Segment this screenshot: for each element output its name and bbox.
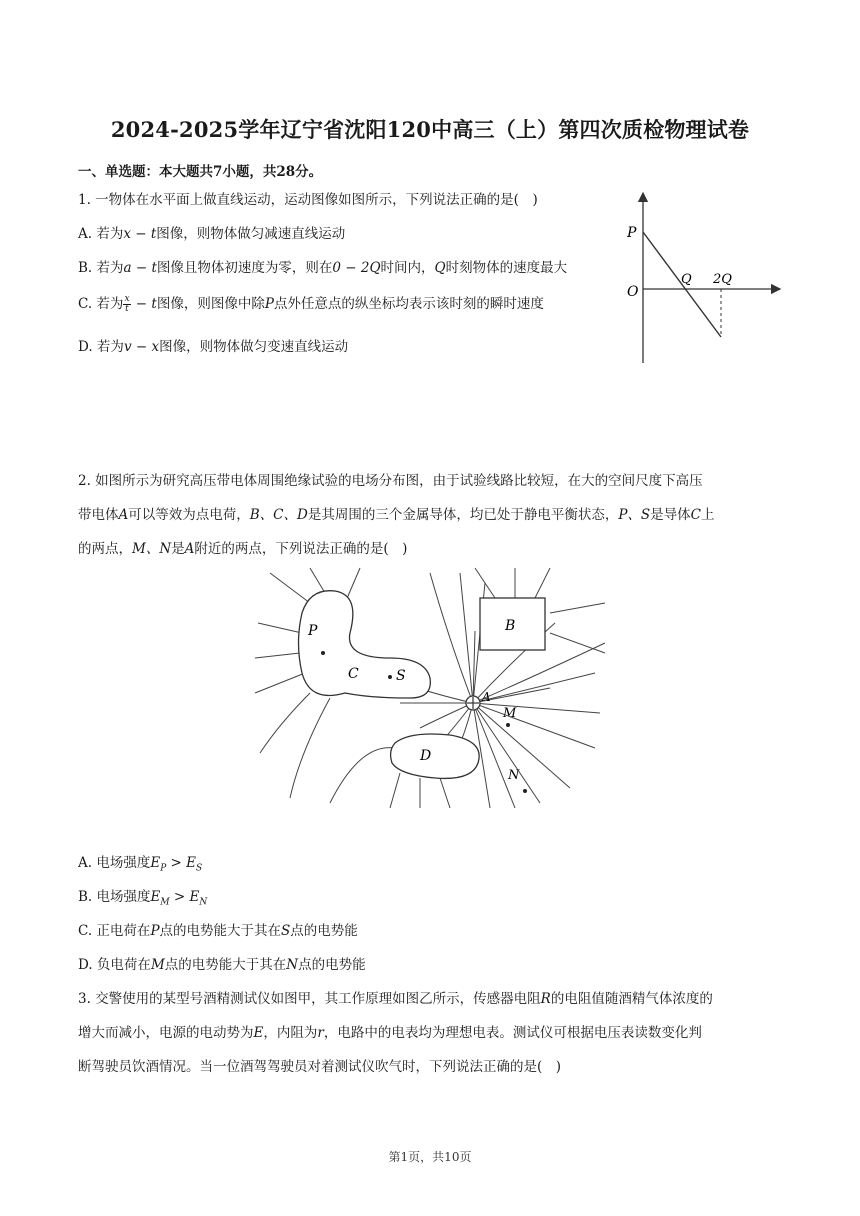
q1-option-b[interactable]: B. 若为a − t图像且物体初速度为零，则在0 − 2Q时间内，Q时刻物体的速度最大	[78, 260, 568, 276]
page-footer: 第1页，共10页	[388, 1150, 472, 1164]
label-2q: 2Q	[713, 272, 732, 287]
label-n: N	[508, 768, 520, 783]
q1-stem: 1. 一物体在水平面上做直线运动，运动图像如图所示，下列说法正确的是( )	[78, 192, 538, 208]
q2-option-b[interactable]: B. 电场强度$E_M > E_N$	[78, 889, 208, 908]
label-d: D	[420, 748, 432, 764]
q3-stem-line3: 断驾驶员饮酒情况。当一位酒驾驾驶员对着测试仪吹气时，下列说法正确的是( )	[78, 1059, 562, 1075]
point-s	[388, 675, 392, 679]
label-s: S	[396, 668, 406, 684]
fraction-x-over-t: $\frac{x}{t}$	[124, 294, 130, 314]
page-title: 2024-2025学年辽宁省沈阳120中高三（上）第四次质检物理试卷	[110, 117, 750, 142]
label-a: A	[482, 690, 491, 704]
q2-stem-line2: 带电体A可以等效为点电荷，B、C、D是其周围的三个金属导体，均已处于静电平衡状态，P、S是导体C上	[78, 507, 715, 523]
q2-field-diagram	[250, 563, 610, 808]
point-m	[506, 723, 510, 727]
label-o: O	[627, 284, 639, 300]
point-p	[321, 651, 325, 655]
q3-stem-line2: 增大而减小，电源的电动势为E，内阻为r，电路中的电表均为理想电表。测试仪可根据电压表读数变化判	[78, 1025, 702, 1041]
label-b: B	[505, 618, 516, 634]
q2-stem-line3: 的两点，M、N是A附近的两点，下列说法正确的是( )	[78, 541, 408, 557]
q1-option-a[interactable]: A. 若为x − t图像，则物体做匀减速直线运动	[78, 226, 346, 242]
label-m: M	[503, 706, 517, 721]
q2-option-c[interactable]: C. 正电荷在P点的电势能大于其在S点的电势能	[78, 923, 358, 939]
section-heading: 一、单选题：本大题共7小题，共28分。	[78, 164, 323, 180]
q1-option-d[interactable]: D. 若为v − x图像，则物体做匀变速直线运动	[78, 339, 349, 355]
label-c: C	[348, 666, 359, 682]
q2-option-d[interactable]: D. 负电荷在M点的电势能大于其在N点的电势能	[78, 957, 366, 973]
q2-option-a[interactable]: A. 电场强度$E_P > E_S$	[78, 855, 203, 874]
q3-stem-line1: 3. 交警使用的某型号酒精测试仪如图甲，其工作原理如图乙所示，传感器电阻R的电阻值随酒精气体浓度的	[78, 991, 713, 1007]
q2-stem-line1: 2. 如图所示为研究高压带电体周围绝缘试验的电场分布图，由于试验线路比较短，在大的空间尺度下高压	[78, 473, 703, 489]
conductor-d	[391, 734, 480, 778]
q1-option-c[interactable]: C. 若为 $\frac{x}{t}$ − t图像，则图像中除P点外任意点的纵坐标均表示该时刻的瞬时速度	[78, 294, 544, 314]
point-n	[523, 789, 527, 793]
conductor-c	[299, 591, 431, 698]
label-q: Q	[681, 272, 692, 287]
label-p: P	[308, 623, 318, 639]
label-p: P	[627, 225, 637, 241]
q1-graph	[615, 185, 790, 370]
